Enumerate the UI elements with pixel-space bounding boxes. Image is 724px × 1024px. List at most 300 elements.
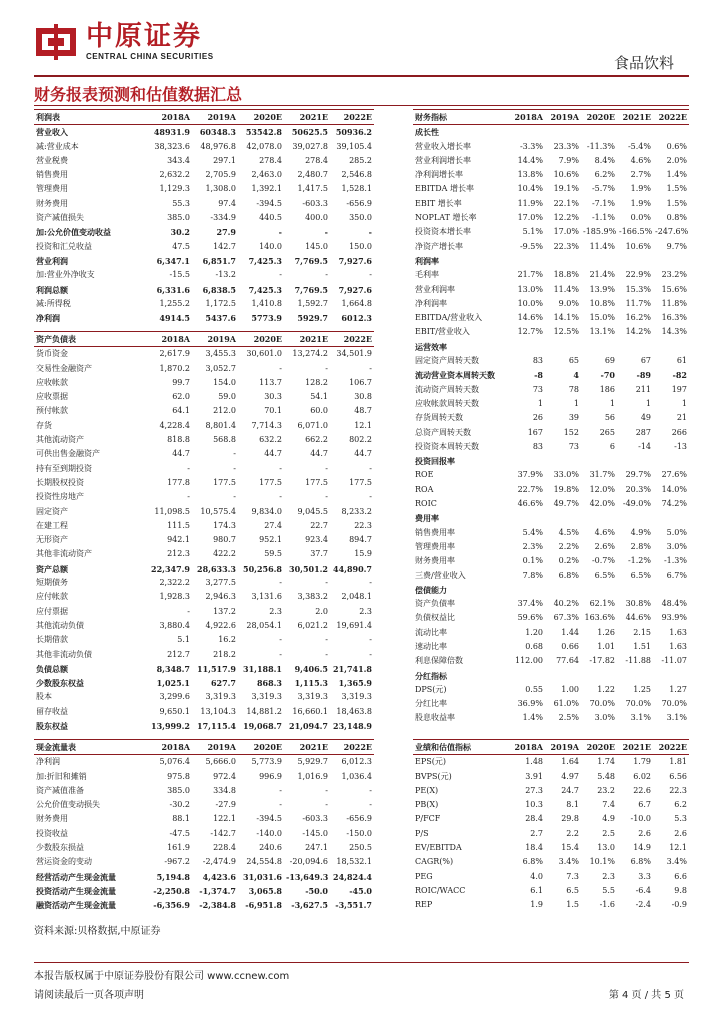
row-label: P/FCF [415,814,441,824]
table-row [413,597,689,611]
table-row [34,462,374,476]
cell-value: 2.0% [666,155,687,165]
row-label: PEG [415,871,433,881]
cell-value: - [369,635,372,645]
cell-value: 211 [635,384,651,394]
cell-value: 1,528.1 [341,184,372,194]
section-row [413,340,689,354]
table-row [34,283,374,297]
cell-value: 1.44 [561,627,579,637]
table-row [34,254,374,268]
cell-value: 343.4 [167,155,190,165]
cell-value: - [369,785,372,795]
cell-value: 142.7 [213,241,236,251]
logo-text-cn: 中原证券 [86,21,202,52]
cell-value: 163.6% [584,613,615,623]
cell-value: 980.7 [213,535,236,545]
cell-value: -1.3% [663,556,687,566]
cell-value: 46.6% [517,499,543,509]
cell-value: 21,094.7 [289,721,328,732]
table-header-row [413,110,689,125]
cell-value: 9.8 [674,885,687,895]
cell-value: 53542.8 [245,127,282,138]
table-row [34,719,374,733]
cell-value: 2.6% [594,541,615,551]
cell-value: -603.3 [302,198,328,208]
cell-value: 4.6% [594,527,615,537]
row-label: 营业收入 [36,127,68,138]
row-label: 在建工程 [36,520,68,530]
cell-value: 14.2% [625,327,651,337]
cell-value: 1,255.2 [159,298,190,308]
table-row [34,812,374,826]
row-label: 毛利率 [415,270,439,280]
table-row [413,683,689,697]
cell-value: 197 [671,384,687,394]
row-label: 利润率 [415,255,439,266]
cell-value: 7,769.5 [294,284,328,295]
cell-value: 6.5% [630,570,651,580]
cell-value: 7,714.3 [251,420,282,430]
cell-value: 2020E [581,110,617,125]
cell-value: 2.3 [359,606,372,616]
row-label: 流动资产周转天数 [415,384,479,394]
cell-value: 7,927.6 [338,284,372,295]
cell-value: 18,532.1 [336,857,372,867]
row-label: 货币资金 [36,349,68,359]
cell-value [545,583,581,597]
cell-value: 49 [640,413,651,423]
table-row [34,154,374,168]
cell-value: 1.5% [666,198,687,208]
cell-value: 19,068.7 [243,721,282,732]
cell-value: - [279,492,282,502]
row-label: 利息保障倍数 [415,656,463,666]
cell-value: 152 [563,427,579,437]
table-row [413,311,689,325]
cell-value: 632.2 [259,435,282,445]
cell-value: 440.5 [259,213,282,223]
table-row [413,411,689,425]
cell-value: 12.0% [589,484,615,494]
cell-value: 15.9 [354,549,372,559]
cell-value: 1.48 [525,757,543,767]
row-label: 销售费用 [36,170,68,180]
cell-value: 4914.5 [159,313,190,324]
table-row [34,784,374,798]
cell-value: 150.0 [349,241,372,251]
cell-value: 942.1 [167,535,190,545]
cell-value: 218.2 [213,649,236,659]
cell-value: 67 [640,356,651,366]
cell-value: 122.1 [213,814,236,824]
table-row [34,476,374,490]
cell-value: 24,824.4 [333,871,372,882]
cell-value: - [187,492,190,502]
cell-value: 39,105.4 [336,141,372,151]
cell-value: 42.0% [589,499,615,509]
cell-value: 5,929.7 [297,757,328,767]
row-label: 公允价值变动损失 [36,800,100,810]
cell-value [617,669,653,683]
cell-value: 4.9 [602,814,615,824]
cell-value: 2020E [581,740,617,755]
footer-divider [34,962,689,963]
cell-value: 93.9% [661,613,687,623]
cell-value: 22.1% [553,198,579,208]
row-label: 营业利润增长率 [415,155,471,165]
row-label: 利润表 [34,110,146,125]
cell-value: 1,664.8 [341,298,372,308]
cell-value: 2018A [146,332,192,347]
cell-value: -13.2 [215,270,236,280]
row-label: 销售费用率 [415,527,455,537]
cell-value [653,340,689,354]
section-row [413,454,689,468]
table-row [34,225,374,239]
table-row [413,268,689,282]
row-label: 交易性金融资产 [36,363,92,373]
table-row [413,711,689,725]
cell-value: 140.0 [259,241,282,251]
cell-value: 1.9 [530,900,543,910]
cell-value: 177.5 [213,477,236,487]
cell-value: 78 [568,384,579,394]
cell-value: 8,801.4 [205,420,236,430]
cell-value: 2022E [330,740,374,755]
cell-value: 14.9 [633,843,651,853]
cell-value: 30,601.0 [246,349,282,359]
row-label: 净利润 [36,313,60,324]
cell-value: -0.7% [591,556,615,566]
cell-value: - [279,463,282,473]
table-row [413,798,689,812]
cell-value: -3,551.7 [335,900,372,911]
cell-value: 2.6 [674,828,687,838]
cell-value: 2.3% [522,541,543,551]
cell-value: -8 [534,370,543,381]
cell-value: 3,299.6 [159,692,190,702]
cell-value: 6.8% [558,570,579,580]
cell-value: 3,880.4 [159,620,190,630]
cell-value: -140.0 [256,828,282,838]
row-label: 长期股权投资 [36,477,84,487]
cell-value: 30.8 [354,392,372,402]
cell-value: -166.5% [619,227,653,237]
cell-value: 3,319.3 [341,692,372,702]
cell-value: 1.74 [597,757,615,767]
cell-value: -150.0 [346,828,372,838]
cell-value: 2018A [146,740,192,755]
table-row [34,519,374,533]
cell-value: 15.4 [561,843,579,853]
row-label: 股息收益率 [415,713,455,723]
cell-value: 9.0% [558,298,579,308]
cell-value: -334.9 [210,213,236,223]
cell-value: 29.8 [561,814,579,824]
table-row [413,468,689,482]
cell-value: 15.6% [661,284,687,294]
cell-value: 2.3 [269,606,282,616]
cell-value: 385.0 [167,785,190,795]
table-row [34,240,374,254]
cell-value: 18,463.8 [336,706,372,716]
row-label: 成长性 [415,127,439,138]
cell-value: 6012.3 [341,313,372,324]
cell-value: 13.0% [517,284,543,294]
cell-value: -3.3% [519,141,543,151]
cell-value: - [325,578,328,588]
cell-value: 8,233.2 [341,506,372,516]
cell-value: 17.0% [553,227,579,237]
cell-value: 868.3 [256,678,282,689]
table-row [413,140,689,154]
table-row [413,812,689,826]
cell-value: - [369,578,372,588]
cell-value: 21.7% [517,270,543,280]
cell-value: 6.1 [530,885,543,895]
row-label: EV/EBITDA [415,843,462,853]
cell-value: 7,425.3 [248,284,282,295]
cell-value: 22.3 [354,520,372,530]
cell-value: 0.1% [522,556,543,566]
cell-value: 2.2% [558,541,579,551]
row-label: 投资和汇兑收益 [36,241,92,251]
cell-value: 400.0 [305,213,328,223]
cell-value: 2021E [284,110,330,125]
section-row [413,254,689,268]
cell-value: -17.82 [589,656,615,666]
cell-value [617,340,653,354]
cell-value: 2021E [617,740,653,755]
cell-value: -394.5 [256,198,282,208]
row-label: 应付帐款 [36,592,68,602]
cell-value: 278.4 [305,155,328,165]
cell-value: 59.0 [218,392,236,402]
cell-value: 20.3% [625,484,651,494]
cell-value: 16,660.1 [292,706,328,716]
cell-value: 17.0% [517,213,543,223]
cell-value: 73 [532,384,543,394]
cell-value: 6,331.6 [156,284,190,295]
cell-value: 6,012.3 [341,757,372,767]
cell-value: 70.1 [264,406,282,416]
row-label: 其他非流动负债 [36,649,92,659]
cell-value: 6.8% [522,857,543,867]
cell-value: 6,021.2 [297,620,328,630]
table-row [413,354,689,368]
cell-value: 2.6 [638,828,651,838]
row-label: 投资资本增长率 [415,227,471,237]
cell-value: 10.4% [517,184,543,194]
table-row [34,447,374,461]
cell-value: 297.1 [213,155,236,165]
data-source: 资料来源:贝格数据,中原证券 [34,926,161,937]
cell-value: 14.0% [661,484,687,494]
cell-value: 19.8% [553,484,579,494]
cell-value: 49.7% [553,499,579,509]
cell-value: 6,851.7 [202,255,236,266]
cell-value: 186 [599,384,615,394]
table-row [413,297,689,311]
cell-value: 627.7 [210,678,236,689]
cell-value: 2.5% [558,713,579,723]
cell-value: 10.6% [553,170,579,180]
cell-value: 6.5% [594,570,615,580]
cell-value: 23.3% [553,141,579,151]
table-row [413,197,689,211]
cell-value: - [369,649,372,659]
cell-value: 3,455.3 [205,349,236,359]
table-row [34,648,374,662]
cell-value: 13,104.3 [200,706,236,716]
cell-value: 74.2% [661,499,687,509]
cell-value: 62.1% [589,599,615,609]
valuation-table [413,739,689,913]
cell-value [545,511,581,525]
cell-value: 2021E [617,110,653,125]
table-row [413,770,689,784]
row-label: 总资产周转天数 [415,427,471,437]
row-label: 其他非流动资产 [36,549,92,559]
cell-value: 5.5 [602,885,615,895]
cell-value: 4,423.6 [202,871,236,882]
cell-value: 2022E [330,332,374,347]
table-row [34,182,374,196]
cell-value: -145.0 [302,828,328,838]
cell-value: 3,065.8 [248,885,282,896]
table-header-row [413,740,689,755]
cell-value: 0.68 [525,641,543,651]
cell-value: - [325,800,328,810]
table-row [34,898,374,912]
cell-value: - [279,800,282,810]
table-row [413,154,689,168]
row-label: 加:公允价值变动收益 [36,227,111,238]
cell-value: 14,881.2 [246,706,282,716]
cell-value: 285.2 [349,155,372,165]
cell-value: 212.3 [167,549,190,559]
cell-value: -1.2% [627,556,651,566]
row-label: 利润总额 [36,284,68,295]
cell-value: - [279,363,282,373]
cell-value: -967.2 [164,857,190,867]
cell-value: 24,554.8 [246,857,282,867]
table-row [34,376,374,390]
cell-value: 972.4 [213,771,236,781]
row-label: PE(X) [415,785,439,795]
cell-value: 2.2 [566,828,579,838]
cell-value: 7,425.3 [248,255,282,266]
row-label: 营业利润 [36,255,68,266]
row-label: 营业税费 [36,155,68,165]
table-row [34,633,374,647]
cell-value: 13.0 [597,843,615,853]
table-row [34,490,374,504]
cell-value: 4 [573,370,579,381]
cell-value: 29.7% [625,470,651,480]
cell-value: 13.8% [517,170,543,180]
row-label: 流动比率 [415,627,447,637]
cell-value: 2018A [509,110,545,125]
cell-value: -2,474.9 [202,857,236,867]
table-row [413,325,689,339]
cell-value: 2,048.1 [341,592,372,602]
cell-value [617,125,653,140]
cell-value: 923.4 [305,535,328,545]
cell-value: 3,131.6 [251,592,282,602]
cell-value: 5929.7 [297,313,328,324]
cell-value: 1.26 [597,627,615,637]
cell-value: 247.1 [305,843,328,853]
cell-value: 70.0% [625,699,651,709]
cell-value [545,125,581,140]
cell-value: 11.9% [517,198,543,208]
cell-value: 27.9 [216,227,236,238]
cell-value: 174.3 [213,520,236,530]
cell-value: 64.1 [172,406,190,416]
cell-value: 19.1% [553,184,579,194]
table-row [413,784,689,798]
row-label: 短期债务 [36,578,68,588]
cell-value [509,669,545,683]
table-row [34,827,374,841]
cell-value: 4.9% [630,527,651,537]
cell-value: - [233,463,236,473]
cell-value: -656.9 [346,198,372,208]
cell-value: 1,172.5 [205,298,236,308]
table-row [413,497,689,511]
cell-value: 818.8 [167,435,190,445]
cell-value: 1.9% [630,184,651,194]
row-label: 分红比率 [415,699,447,709]
cell-value: - [325,635,328,645]
cell-value: 5.0% [666,527,687,537]
cell-value: 40.2% [553,599,579,609]
cell-value: 69 [604,356,615,366]
cell-value: -50.0 [305,885,328,896]
cell-value: 13,274.2 [292,349,328,359]
cell-value: 6.5 [566,885,579,895]
row-label: 管理费用 [36,184,68,194]
cell-value: 50625.5 [291,127,328,138]
table-row [34,676,374,690]
cell-value: 1.22 [597,684,615,694]
cell-value [581,254,617,268]
row-label: NOPLAT 增长率 [415,213,477,223]
cell-value: 3.3 [638,871,651,881]
table-row [413,855,689,869]
row-label: 资产总额 [36,563,68,574]
row-label: 净利润率 [415,298,447,308]
cell-value: 1,410.8 [251,298,282,308]
cell-value: 1.63 [669,627,687,637]
table-row [413,640,689,654]
cell-value: - [278,227,282,238]
cell-value: 7.8% [522,570,543,580]
cell-value: -0.9 [671,900,687,910]
row-label: 费用率 [415,513,439,524]
financial-ratios-table [413,109,689,726]
row-label: 财务费用 [36,814,68,824]
cell-value: 1,025.1 [156,678,190,689]
cell-value: 5.1% [522,227,543,237]
cell-value: 33.0% [553,470,579,480]
cell-value: 4.0 [530,871,543,881]
cell-value: 1.5 [566,900,579,910]
table-row [413,884,689,898]
cell-value: 23.2 [597,785,615,795]
